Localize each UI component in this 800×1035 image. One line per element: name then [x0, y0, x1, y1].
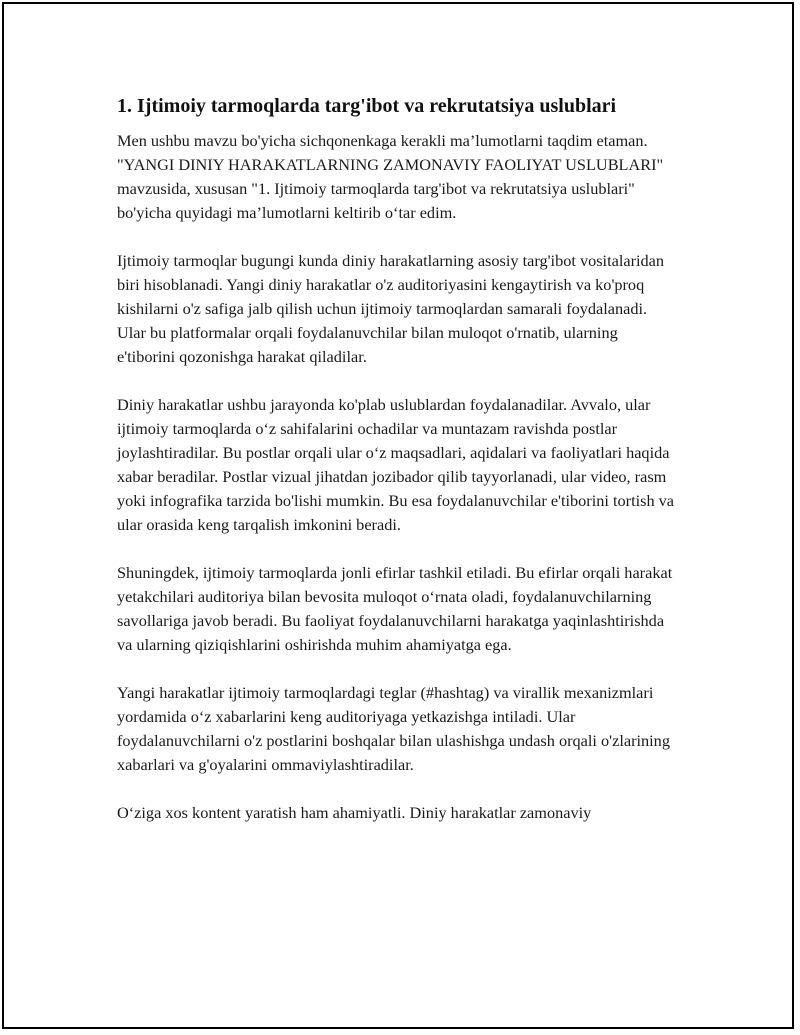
paragraph-social-networks: Ijtimoiy tarmoqlar bugungi kunda diniy harakatlarning asosiy targ'ibot vositalaridan biri hisoblanadi. Yangi diniy harakatlar o'z auditoriyasini kengaytirish va ko'proq kishilarni o'z safiga jalb qilish uchun ijtimoiy tarmoqlardan samarali foydalanadi. Ular bu platformalar orqali foydalanuvchilar bilan muloqot o'rnatib, ularning e'tiborini qozonishga harakat qiladilar.: [117, 251, 665, 366]
paragraph-hashtags: Yangi harakatlar ijtimoiy tarmoqlardagi teglar (#hashtag) va virallik mexanizmlari yordamida o‘z xabarlarini keng auditoriyaga yetkazishga intiladi. Ular foydalanuvchilarni o'z postlarini boshqalar bilan ulashishga undash orqali o'zlarining xabarlari va g'oyalarini ommaviylashtiradilar.: [117, 683, 670, 774]
paragraph-content-creation: O‘ziga xos kontent yaratish ham ahamiyatli. Diniy harakatlar zamonaviy: [117, 803, 592, 822]
paragraph-intro: Men ushbu mavzu bo'yicha sichqonenkaga kerakli ma’lumotlarni taqdim etaman. "YANGI DINIY HARAKATLARNING ZAMONAVIY FAOLIYAT USLUBLARI" mavzusida, xususan "1. Ijtimoiy tarmoqlarda targ'ibot va rekrutatsiya uslublari" bo'yicha quyidagi ma’lumotlarni keltirib o‘tar edim.: [117, 131, 664, 222]
paragraph-methods: Diniy harakatlar ushbu jarayonda ko'plab uslublardan foydalanadilar. Avvalo, ular ijtimoiy tarmoqlarda o‘z sahifalarini ochadilar va muntazam ravishda postlar joylashtiradilar. Bu postlar orqali ular o‘z maqsadlari, aqidalari va faoliyatlari haqida xabar beradilar. Postlar vizual jihatdan jozibador qilib tayyorlanadi, ular video, rasm yoki infografika tarzida bo'lishi mumkin. Bu esa foydalanuvchilar e'tiborini tortish va ular orasida keng tarqalish imkonini beradi.: [117, 395, 675, 534]
document-body: [117, 92, 677, 849]
paragraph-live-streams: Shuningdek, ijtimoiy tarmoqlarda jonli efirlar tashkil etiladi. Bu efirlar orqali harakat yetakchilari auditoriya bilan bevosita muloqot o‘rnata oladi, foydalanuvchilarning savollariga javob beradi. Bu faoliyat foydalanuvchilarni harakatga yaqinlashtirishda va ularning qiziqishlarini oshirishda muhim ahamiyatga ega.: [117, 563, 673, 654]
document-title: 1. Ijtimoiy tarmoqlarda targ'ibot va rekrutatsiya uslublari: [117, 95, 617, 117]
